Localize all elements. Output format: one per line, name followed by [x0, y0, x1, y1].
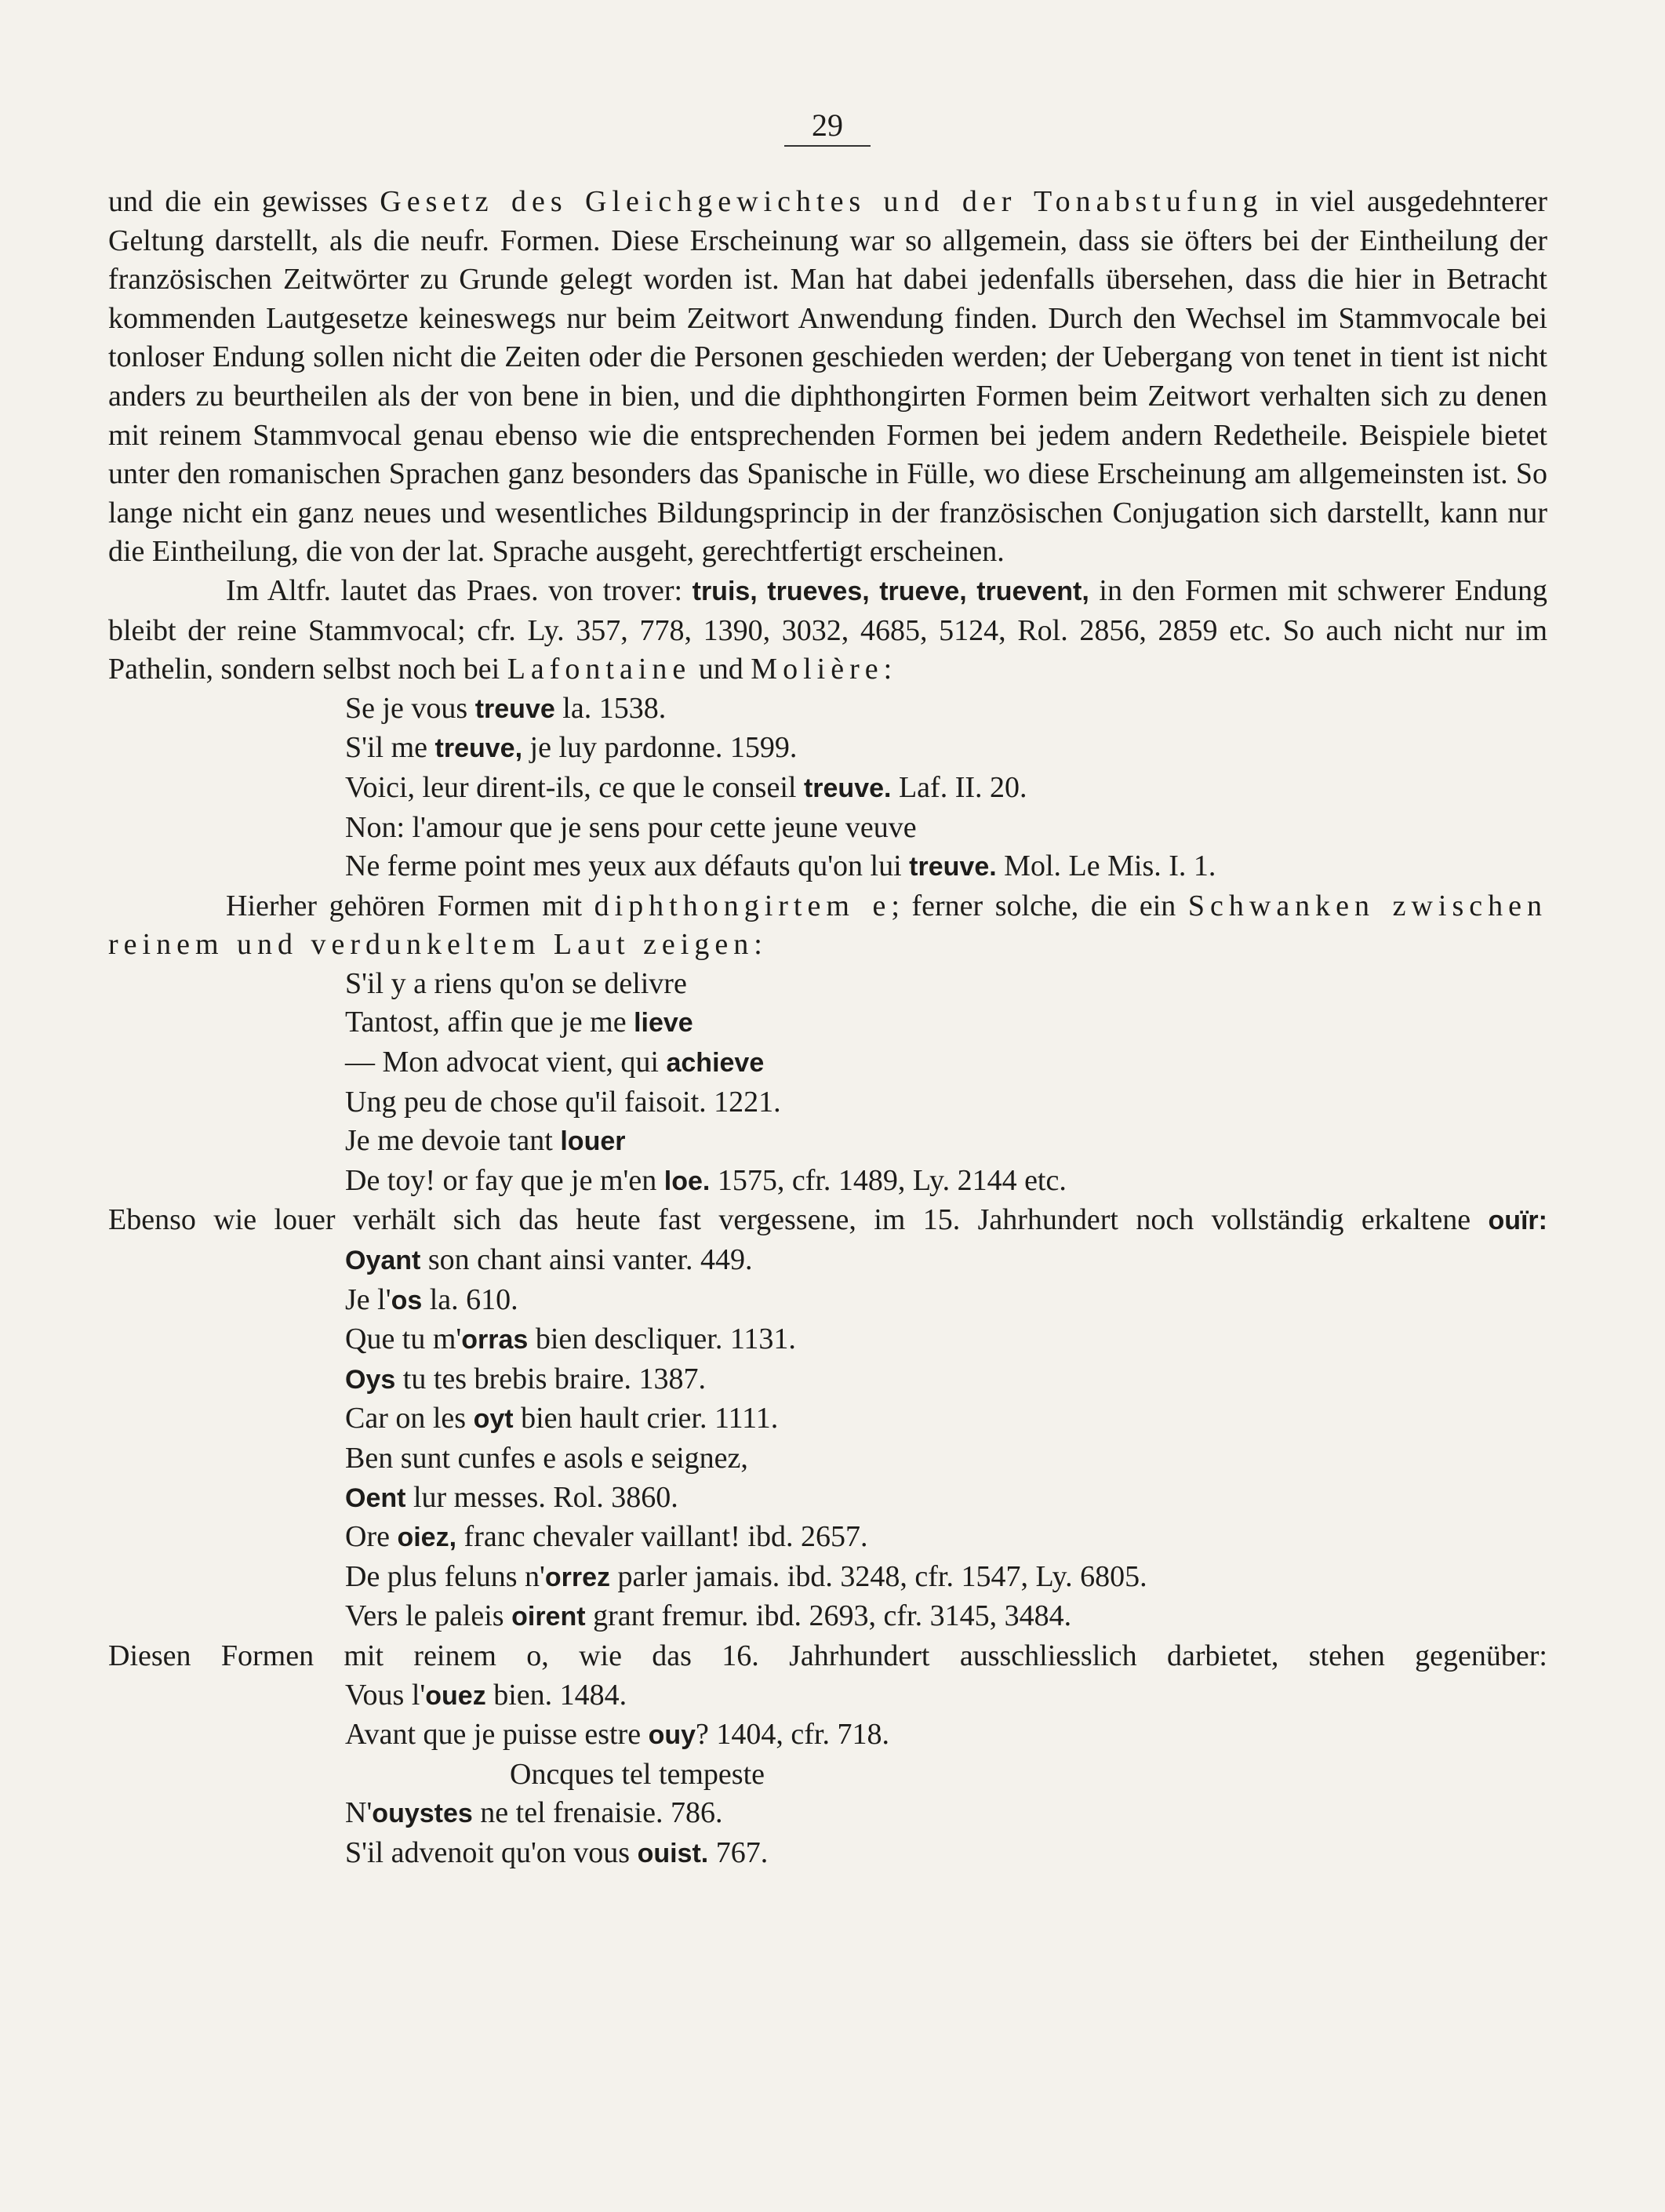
verse-text: Vous l' — [345, 1678, 426, 1712]
paragraph-4 — [108, 1201, 1547, 1241]
verse-text: S'il advenoit qu'on vous — [345, 1835, 638, 1869]
bold-form: Oys — [345, 1364, 396, 1395]
bold-form: louer — [560, 1126, 626, 1157]
verse-text: Car on les — [345, 1402, 474, 1435]
bold-form: treuve, — [434, 733, 523, 764]
page-number: 29 — [784, 106, 871, 147]
verse-text: bien descliquer. 1131. — [528, 1322, 796, 1356]
paragraph-3 — [108, 887, 1547, 965]
verse-block-1 — [108, 689, 1547, 887]
verse-text: Vers le paleis — [345, 1599, 512, 1633]
verse-text: je luy pardonne. 1599. — [522, 731, 798, 765]
bold-form: oirent — [511, 1602, 586, 1632]
spaced-text: Molière — [751, 653, 884, 686]
spaced-text: diphthongirtem e — [594, 889, 892, 922]
verse-text: Mol. Le Mis. I. 1. — [996, 850, 1216, 883]
verse-line — [108, 965, 1547, 1004]
body-text — [108, 183, 1547, 1874]
verse-text: Que tu m' — [345, 1322, 462, 1356]
bold-form: Oyant — [345, 1246, 421, 1276]
verse-line — [108, 809, 1547, 848]
text-run: Hierher gehören Formen mit — [226, 889, 594, 922]
text-run: : — [754, 928, 762, 962]
verse-text: ne tel frenaisie. 786. — [472, 1796, 723, 1830]
verse-line — [108, 1360, 1547, 1400]
verse-line — [108, 1715, 1547, 1755]
verse-line — [108, 769, 1547, 809]
bold-form: ouy — [648, 1720, 696, 1751]
text-run: Diesen Formen mit reinem o, wie das 16. Jahrhundert ausschliesslich darbietet, stehen gegenüber: — [108, 1639, 1547, 1672]
verse-line — [108, 689, 1547, 729]
verse-text: franc chevaler vaillant! ibd. 2657. — [456, 1520, 868, 1554]
verse-line — [108, 1676, 1547, 1716]
verse-text: Laf. II. 20. — [891, 770, 1027, 804]
verse-text: son chant ainsi vanter. 449. — [420, 1243, 753, 1277]
paragraph-1 — [108, 183, 1547, 572]
bold-form: oiez, — [397, 1523, 457, 1553]
spaced-text: Lafontaine — [507, 653, 692, 686]
verse-text: De toy! or fay que je m'en — [345, 1163, 664, 1197]
text-run: Im Altfr. lautet das Praes. von trover: — [226, 573, 693, 607]
text-run: : — [883, 653, 892, 686]
bold-form: ouïr: — [1488, 1206, 1547, 1236]
verse-line — [108, 1479, 1547, 1519]
verse-text: Avant que je puisse estre — [345, 1718, 649, 1752]
text-run: und die ein gewisses — [108, 185, 380, 218]
verse-line — [108, 1597, 1547, 1637]
verse-line — [108, 1558, 1547, 1598]
spaced-text: Schwanken zwischen reinem und verdunkeltem Laut zeigen — [108, 889, 1548, 962]
bold-form: Oent — [345, 1483, 406, 1513]
verse-text: S'il me — [345, 731, 435, 765]
bold-form: treuve. — [803, 773, 892, 803]
verse-line — [108, 1241, 1547, 1281]
verse-line — [108, 1003, 1547, 1043]
verse-block-3 — [108, 1241, 1547, 1637]
verse-text: 767. — [708, 1835, 769, 1869]
verse-text: Ung peu de chose qu'il faisoit. 1221. — [345, 1085, 781, 1119]
bold-form: ouystes — [372, 1799, 473, 1829]
text-run: und — [691, 653, 751, 686]
verse-line — [108, 1755, 1547, 1795]
verse-text: Ore — [345, 1520, 398, 1554]
verse-text: la. 1538. — [554, 691, 667, 725]
bold-form: loe. — [663, 1166, 711, 1196]
verse-line — [108, 1834, 1547, 1874]
verse-line — [108, 1083, 1547, 1122]
verse-text: N' — [345, 1796, 373, 1830]
verse-text: ? 1404, cfr. 718. — [696, 1718, 889, 1752]
verse-text: Tantost, affin que je me — [345, 1006, 634, 1039]
verse-line — [108, 1043, 1547, 1083]
bold-form: treuve. — [909, 852, 997, 882]
bold-form: ouist. — [637, 1838, 709, 1868]
verse-text: bien. 1484. — [485, 1678, 627, 1712]
text-run: in viel ausgedehnterer Geltung darstellt, als die neufr. Formen. Diese Erscheinung war so allgemein, dass sie öfters bei der Eintheilung der französischen Zeitwörter zu Grunde gelegt worden ist. Man hat dabei jedenfalls übersehen, dass die hier in Betracht kommenden Lautgesetze keineswegs nur beim Zeitwort Anwendung finden. Durch den Wechsel im Stammvocale bei tonloser Endung sollen nicht die Zeiten oder die Personen geschieden werden; der Uebergang von tenet in tient ist nicht anders zu beurtheilen als der von bene in bien, und die diphthongirten Formen beim Zeitwort verhalten sich zu denen mit reinem Stammvocal genau ebenso wie die entsprechenden Formen bei jedem andern Redetheile. Beispiele bietet unter den romanischen Sprachen ganz besonders das Spanische in Fülle, wo diese Erscheinung am allgemeinsten ist. So lange nicht ein ganz neues und wesentliches Bildungsprincip in der französischen Conjugation sich darstellt, kann nur die Eintheilung, die von der lat. Sprache ausgeht, gerechtfertigt erscheinen. — [108, 185, 1548, 569]
verse-line — [108, 1320, 1547, 1360]
verse-line — [108, 1794, 1547, 1834]
verse-text: la. 610. — [422, 1282, 518, 1316]
bold-form: treuve — [474, 693, 555, 724]
verse-block-4 — [108, 1676, 1547, 1874]
verse-text: Ben sunt cunfes e asols e seignez, — [345, 1442, 748, 1475]
verse-text: Non: l'amour que je sens pour cette jeune veuve — [345, 810, 917, 844]
bold-form: orras — [461, 1325, 529, 1355]
paragraph-2 — [108, 572, 1547, 689]
bold-form: os — [391, 1285, 423, 1315]
verse-block-2 — [108, 965, 1547, 1202]
verse-line — [108, 1399, 1547, 1439]
verse-line — [108, 1162, 1547, 1202]
verse-text: tu tes brebis braire. 1387. — [395, 1362, 706, 1395]
bold-form: truis, trueves, trueve, truevent, — [692, 576, 1089, 606]
verse-text: S'il y a riens qu'on se delivre — [345, 966, 687, 1000]
text-run: in den Formen mit schwerer Endung bleibt der reine Stammvocal; cfr. Ly. 357, 778, 1390, 3032, 4685, 5124, Rol. 2856, 2859 etc. So auch nicht nur im Pathelin, sondern selbst noch bei — [108, 573, 1547, 686]
verse-text: grant fremur. ibd. 2693, cfr. 3145, 3484. — [585, 1599, 1072, 1633]
bold-form: achieve — [666, 1048, 765, 1079]
verse-text: De plus feluns n' — [345, 1559, 545, 1593]
verse-text: 1575, cfr. 1489, Ly. 2144 etc. — [710, 1163, 1067, 1197]
verse-line — [108, 847, 1547, 887]
bold-form: orrez — [544, 1562, 611, 1592]
paragraph-5 — [108, 1637, 1547, 1676]
verse-text: bien hault crier. 1111. — [513, 1402, 779, 1435]
bold-form: lieve — [634, 1008, 693, 1039]
verse-text: Je me devoie tant — [345, 1124, 561, 1158]
bold-form: ouez — [425, 1680, 486, 1711]
verse-text: Se je vous — [345, 691, 475, 725]
verse-text: Ne ferme point mes yeux aux défauts qu'on lui — [345, 850, 910, 883]
verse-text: Oncques tel tempeste — [510, 1757, 765, 1791]
verse-text: — Mon advocat vient, qui — [345, 1046, 667, 1079]
verse-line — [108, 1122, 1547, 1162]
verse-line — [108, 1439, 1547, 1479]
verse-line — [108, 729, 1547, 769]
spaced-text: Gesetz des Gleichgewichtes und der Tonabstufung — [380, 185, 1263, 218]
verse-line — [108, 1281, 1547, 1321]
verse-text: parler jamais. ibd. 3248, cfr. 1547, Ly. 6805. — [610, 1559, 1147, 1593]
text-run: ; ferner solche, die ein — [891, 889, 1188, 922]
text-run: Ebenso wie louer verhält sich das heute fast vergessene, im 15. Jahrhundert noch vollständig erkaltene — [108, 1203, 1489, 1237]
bold-form: oyt — [473, 1404, 514, 1435]
verse-text: Voici, leur dirent-ils, ce que le conseil — [345, 770, 804, 804]
verse-text: lur messes. Rol. 3860. — [405, 1480, 678, 1514]
verse-text: Je l' — [345, 1282, 391, 1316]
verse-line — [108, 1518, 1547, 1558]
